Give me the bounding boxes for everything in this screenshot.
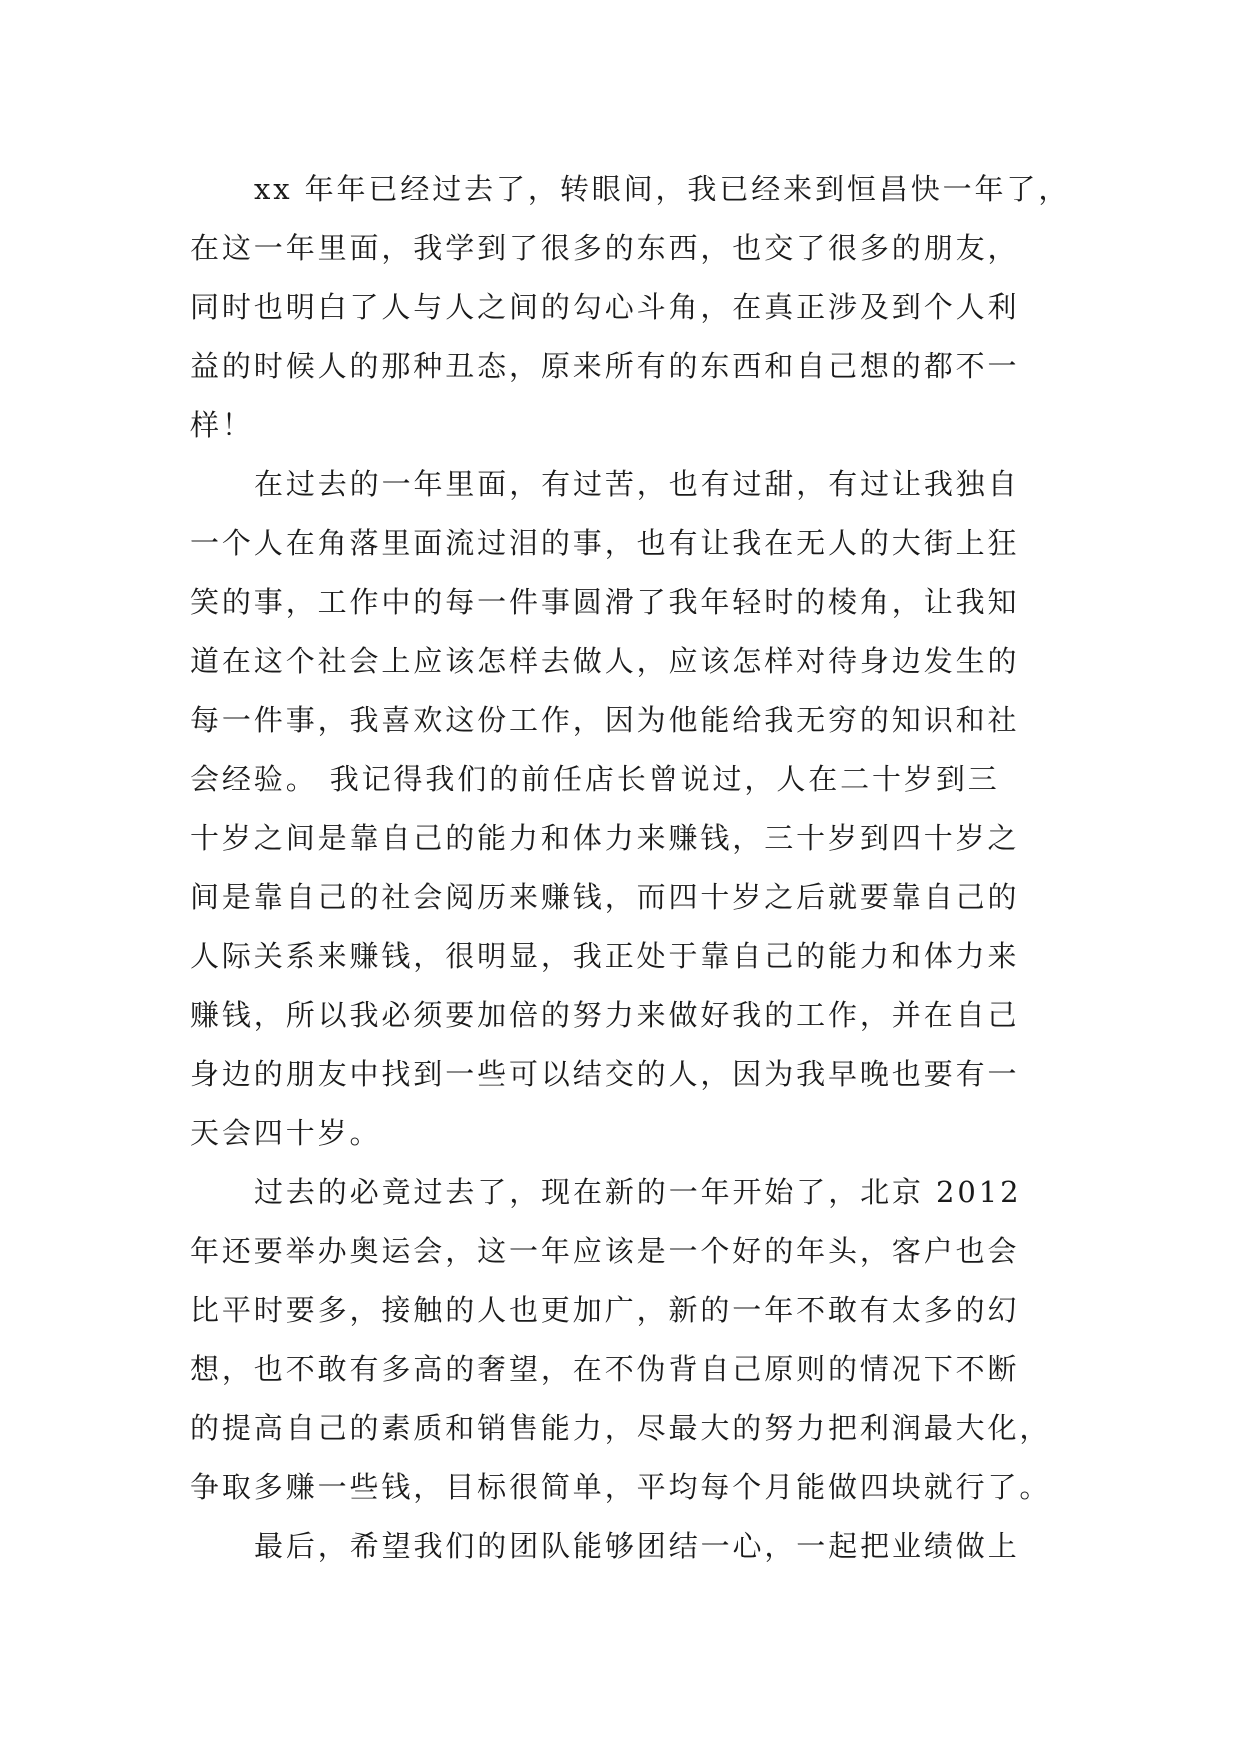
text-line: 过去的必竟过去了，现在新的一年开始了，北京 2012 <box>254 1175 1022 1209</box>
text-line: 争取多赚一些钱，目标很简单，平均每个月能做四块就行了。 <box>190 1470 1052 1504</box>
text-line: 身边的朋友中找到一些可以结交的人，因为我早晚也要有一 <box>190 1057 1020 1091</box>
text-line: 每一件事，我喜欢这份工作，因为他能给我无穷的知识和社 <box>190 703 1020 737</box>
text-line: 人际关系来赚钱，很明显，我正处于靠自己的能力和体力来 <box>190 939 1020 973</box>
text-line: 十岁之间是靠自己的能力和体力来赚钱，三十岁到四十岁之 <box>190 821 1020 855</box>
text-line: 同时也明白了人与人之间的勾心斗角，在真正涉及到个人利 <box>190 290 1020 324</box>
text-line: 比平时要多，接触的人也更加广，新的一年不敢有太多的幻 <box>190 1293 1020 1327</box>
text-line: 在这一年里面，我学到了很多的东西，也交了很多的朋友， <box>190 231 1020 265</box>
text-line: 益的时候人的那种丑态，原来所有的东西和自己想的都不一 <box>190 349 1020 383</box>
text-line: 道在这个社会上应该怎样去做人，应该怎样对待身边发生的 <box>190 644 1020 678</box>
document-body <box>190 160 1071 1576</box>
text-line: 笑的事，工作中的每一件事圆滑了我年轻时的棱角，让我知 <box>190 585 1020 619</box>
paragraph-3 <box>190 1163 1060 1517</box>
text-line: 一个人在角落里面流过泪的事，也有让我在无人的大街上狂 <box>190 526 1020 560</box>
text-line: 在过去的一年里面，有过苦，也有过甜，有过让我独自 <box>254 467 1020 501</box>
text-line: 样！ <box>190 408 254 442</box>
paragraph-2 <box>190 455 1060 1163</box>
text-line: 天会四十岁。 <box>190 1116 382 1150</box>
text-line: xx 年年已经过去了，转眼间，我已经来到恒昌快一年了， <box>254 172 1071 206</box>
text-line: 最后，希望我们的团队能够团结一心，一起把业绩做上 <box>254 1529 1020 1563</box>
text-line: 间是靠自己的社会阅历来赚钱，而四十岁之后就要靠自己的 <box>190 880 1020 914</box>
text-line: 的提高自己的素质和销售能力，尽最大的努力把利润最大化， <box>190 1411 1052 1445</box>
paragraph-1 <box>190 160 1071 455</box>
paragraph-4 <box>190 1517 1060 1576</box>
text-line: 想，也不敢有多高的奢望，在不伪背自己原则的情况下不断 <box>190 1352 1020 1386</box>
text-line: 赚钱，所以我必须要加倍的努力来做好我的工作，并在自己 <box>190 998 1020 1032</box>
text-line: 年还要举办奥运会，这一年应该是一个好的年头，客户也会 <box>190 1234 1020 1268</box>
text-line: 会经验。 我记得我们的前任店长曾说过，人在二十岁到三 <box>190 762 1000 796</box>
